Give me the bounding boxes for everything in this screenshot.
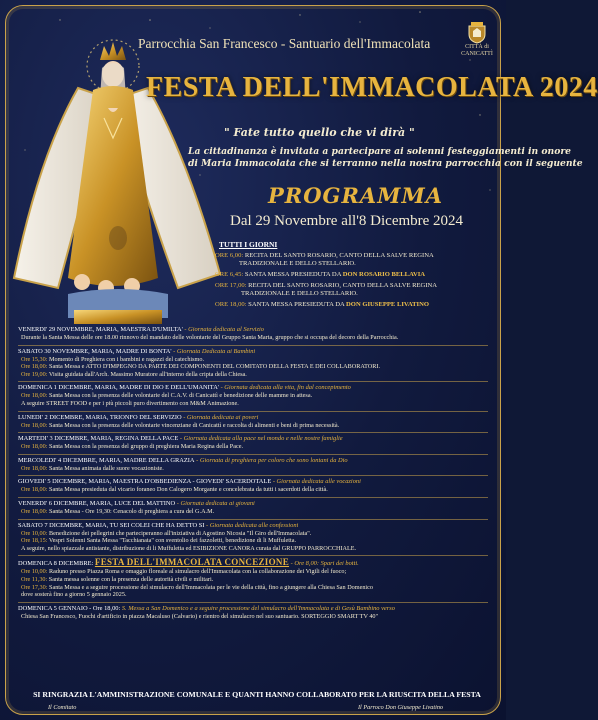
day-title: VENERDI' 29 NOVEMBRE, MARIA, MAESTRA D'UMILTA': [18, 326, 183, 333]
event-title: FESTA DELL'IMMACOLATA 2024: [146, 72, 598, 103]
daily-item: [215, 282, 505, 298]
divider: [18, 411, 488, 412]
line-text: Santa Messa - Ore 19,30: Cenacolo di preghiera a cura del G.A.M.: [49, 507, 215, 515]
day-theme: - Giornata di preghiera per coloro che sono lontani da Dio: [194, 456, 348, 464]
day-heading: [18, 457, 496, 465]
line-time: Ore 11,30:: [21, 575, 48, 583]
schedule-line: [18, 591, 496, 599]
day-title: SABATO 7 DICEMBRE, MARIA, TU SEI COLEI CHE HA DETTO SI: [18, 521, 205, 529]
schedule-line: [18, 508, 496, 516]
day-theme: - Giornata dedicata alla pace nel mondo e nelle nostre famiglie: [178, 435, 343, 443]
schedule-line: [18, 371, 496, 379]
schedule-line: [18, 576, 496, 584]
divider: [18, 432, 488, 433]
day-heading: [18, 478, 496, 486]
day-entry: [18, 500, 496, 516]
city-crest: [457, 22, 497, 58]
day-theme: - Giornata dedicata ai giovani: [175, 499, 255, 507]
thanks-banner: SI RINGRAZIA L'AMMINISTRAZIONE COMUNALE E QUANTI HANNO COLLABORATO PER LA RIUSCITA DELLA FESTA: [33, 690, 481, 699]
item-text: RECITA DEL SANTO ROSARIO, CANTO DELLA SALVE REGINA: [244, 252, 434, 259]
day-theme: - Giornata Dedicata ai Bambini: [171, 347, 256, 355]
signature-priest: Il Parroco Don Giuseppe Livatino: [358, 704, 444, 711]
crest-icon: [467, 22, 487, 44]
item-text: SANTA MESSA PRESIEDUTA DA: [244, 271, 342, 278]
day-entry: [18, 326, 496, 342]
day-heading: [18, 326, 496, 334]
day-entry: [18, 348, 496, 379]
daily-item: [215, 301, 505, 309]
line-text: Santa Messa e ATTO D'IMPEGNO DA PARTE DEI COMPONENTI DEL COMITATO DELLA FESTA E DEI COLLABORATORI.: [49, 363, 381, 371]
item-text: TRADIZIONALE E DELLO STELLARIO.: [239, 260, 356, 267]
day-title: DOMENICA 1 DICEMBRE, MARIA, MADRE DI DIO E DELL'UMANITA': [18, 384, 219, 392]
day-heading: [18, 558, 496, 568]
item-time: ORE 6,45:: [215, 271, 244, 278]
day-heading: [18, 414, 496, 422]
date-range: Dal 29 Novembre all'8 Dicembre 2024: [230, 213, 464, 229]
line-time: Ore 18,00:: [21, 392, 48, 400]
day-entry: [18, 605, 496, 621]
feast-title: FESTA DELL'IMMACOLATA CONCEZIONE: [94, 557, 290, 568]
day-heading: [18, 605, 496, 613]
divider: [18, 602, 488, 603]
daily-item: [215, 252, 505, 268]
line-time: Ore 18,15:: [21, 537, 48, 545]
line-text: Chiesa San Francesco, Fuochi d'artificio in piazza Macaluso (Calvario) e rientro del simulacro nel suo santuario. SORTEGGIO SMART TV 40": [21, 612, 379, 620]
day-title: LUNEDI' 2 DICEMBRE, MARIA, TRIONFO DEL SERVIZIO: [18, 413, 182, 421]
day-heading: [18, 435, 496, 443]
signature-committee: Il Comitato: [48, 704, 77, 711]
divider: [18, 555, 488, 556]
day-heading: [18, 500, 496, 508]
day-heading: [18, 522, 496, 530]
item-priest: DON GIUSEPPE LIVATINO: [346, 301, 429, 308]
line-time: Ore 18,00:: [21, 363, 48, 371]
daily-item: [215, 271, 505, 279]
day-theme: - Giornata dedicata ai poveri: [181, 413, 259, 421]
schedule-line: [18, 465, 496, 473]
parish-name: Parrocchia San Francesco - Santuario dell'Immacolata: [138, 36, 431, 51]
schedule-line: [18, 334, 496, 342]
day-theme: - Giornata dedicata alle vocazioni: [271, 478, 361, 486]
divider: [18, 454, 488, 455]
line-text: dove sosterà fino a giorno 5 gennaio 2025.: [21, 591, 127, 599]
invitation-text: [188, 146, 583, 170]
line-text: Durante la Santa Messa delle ore 18.00 rinnovo del mandato delle volontarie del Gruppo Santa Marta, gruppo che si occupa del decoro della Parrocchia.: [21, 334, 399, 341]
divider: [18, 519, 488, 520]
day-theme: S. Messa a San Domenico e a seguire processione del simulacro dell'Immacolata e di Gesù Bambino verso: [120, 604, 395, 612]
day-theme: - Giornata dedicata al Servizio: [182, 326, 264, 333]
line-text: A seguire, nello spiazzale antistante, distribuzione di li Muffuletta ed ESIBIZIONE CANORA curata dal GRUPPO PARROCCHIALE.: [21, 544, 357, 552]
day-title: MERCOLEDI' 4 DICEMBRE, MARIA, MADRE DELLA GRAZIA: [18, 456, 195, 464]
item-text: TRADIZIONALE E DELLO STELLARIO.: [241, 290, 358, 297]
line-time: Ore 18,00:: [21, 507, 48, 515]
schedule-line: [18, 613, 496, 621]
daily-schedule-heading: TUTTI I GIORNI: [219, 240, 278, 249]
line-time: Ore 10,00:: [21, 568, 48, 576]
line-text: Santa Messa con la presenza del gruppo di preghiera Maria Regina della Pace.: [49, 443, 243, 451]
day-title: DOMENICA 5 GENNAIO - Ore 18,00:: [18, 604, 121, 612]
invitation-line: di Maria Immacolata che si terranno nella nostra parrocchia con il seguente: [188, 158, 583, 169]
line-time: Ore 18,00:: [21, 464, 48, 472]
divider: [18, 381, 488, 382]
schedule-line: [18, 584, 496, 592]
divider: [18, 345, 488, 346]
item-text: SANTA MESSA PRESIEDUTA DA: [248, 301, 345, 308]
line-text: A seguire STREET FOOD e per i più piccoli puro divertimento con M&M Animazione.: [21, 399, 239, 407]
item-priest: DON ROSARIO BELLAVIA: [342, 271, 426, 278]
line-text: Santa Messa e a seguire processione del simulacro dell'Immacolata per le vie della città, fino a giungere alla Chiesa San Domenico: [49, 583, 373, 591]
divider: [18, 475, 488, 476]
line-time: Ore 17,30:: [21, 583, 48, 591]
daily-schedule: [215, 240, 505, 309]
schedule-line: [18, 443, 496, 451]
day-heading: [18, 348, 496, 356]
schedule-line: [18, 356, 496, 364]
day-entry: [18, 478, 496, 494]
schedule-line: [18, 422, 496, 430]
schedule-line: [18, 486, 496, 494]
line-text: Momento di Preghiera con i bambini e ragazzi del catechismo.: [49, 355, 204, 363]
schedule-line: [18, 392, 496, 400]
item-time: ORE 6,00:: [215, 252, 244, 259]
day-entry: [18, 384, 496, 407]
line-time: Ore 18,00:: [21, 443, 48, 451]
item-time: ORE 17,00:: [215, 282, 247, 289]
schedule-line: [18, 363, 496, 371]
line-text: Santa Messa animata dalle suore vocazioniste.: [49, 464, 164, 472]
day-title: SABATO 30 NOVEMBRE, MARIA, MADRE DI BONTA': [18, 347, 172, 355]
schedule-line: [18, 400, 496, 408]
day-entry: [18, 457, 496, 473]
item-text: RECITA DEL SANTO ROSARIO, CANTO DELLA SALVE REGINA: [248, 282, 438, 289]
line-text: Santa Messa con la presenza delle volontarie vincenziane di Canicattì e raccolta di alimenti e beni di prima necessità.: [49, 421, 340, 429]
line-time: Ore 10,00:: [21, 529, 48, 537]
schedule-line: [18, 545, 496, 553]
day-entry: [18, 558, 496, 598]
day-title: MARTEDI' 3 DICEMBRE, MARIA, REGINA DELLA PACE: [18, 435, 179, 443]
day-theme: - Giornata dedicata alle confessioni: [204, 521, 299, 529]
day-title: VENERDI' 6 DICEMBRE, MARIA, LUCE DEL MATTINO: [18, 499, 176, 507]
day-entry: [18, 414, 496, 430]
line-text: Santa messa solenne con la presenza delle autorità civili e militari.: [48, 575, 214, 583]
line-text: Visita guidata dall'Arch. Massimo Muratore all'interno della cripta della Chiesa.: [48, 370, 247, 378]
crest-caption: CITTÀ di CANICATTÌ: [461, 44, 493, 57]
line-text: Raduno presso Piazza Roma e omaggio floreale al simulacro dell'Immacolata con la collaborazione dei Vigili del fuoco;: [49, 568, 347, 576]
day-entry: [18, 435, 496, 451]
line-text: Vespri Solenni Santa Messa "Tacchianata" con sventolio dei fazzoletti, benedizione di li Muffuletta.: [48, 537, 297, 545]
line-text: Benedizione dei pellegrini che parteciperanno all'iniziativa di Agostino Nicosia "Il Giro dell'Immacolata".: [49, 529, 312, 537]
day-heading: [18, 384, 496, 392]
day-title: DOMENICA 8 DICEMBRE:: [18, 560, 94, 568]
schedule-line: [18, 568, 496, 576]
divider: [18, 497, 488, 498]
programma-heading: PROGRAMMA: [268, 183, 444, 208]
line-time: Ore 18,00:: [21, 421, 48, 429]
line-time: Ore 18,00:: [21, 486, 48, 494]
schedule-line: [18, 530, 496, 538]
day-theme: - Giornata dedicata alla vita, fin dal concepimento: [218, 384, 351, 392]
line-time: Ore 19,00:: [21, 370, 48, 378]
line-text: Santa Messa con la presenza delle volontarie del C.A.V. di Canicattì e benedizione delle mamme in attesa.: [49, 392, 313, 400]
day-entry: [18, 522, 496, 553]
day-title: GIOVEDI' 5 DICEMBRE, MARIA, MAESTRA D'OBBEDIENZA - GIOVEDI' SACERDOTALE: [18, 478, 272, 486]
gospel-quote: " Fate tutto quello che vi dirà ": [224, 126, 415, 139]
program-schedule: [18, 326, 496, 623]
schedule-line: [18, 537, 496, 545]
day-theme: - Ore 8,00: Spari dei botti.: [289, 560, 359, 568]
item-time: ORE 18,00:: [215, 301, 247, 308]
invitation-line: La cittadinanza è invitata a partecipare ai solenni festeggiamenti in onore: [188, 146, 572, 157]
line-time: Ore 15,30:: [21, 355, 48, 363]
line-text: Santa Messa presieduta dal vicario foraneo Don Calogero Morgante e concelebrata da tutti i sacerdoti della città.: [49, 486, 328, 494]
